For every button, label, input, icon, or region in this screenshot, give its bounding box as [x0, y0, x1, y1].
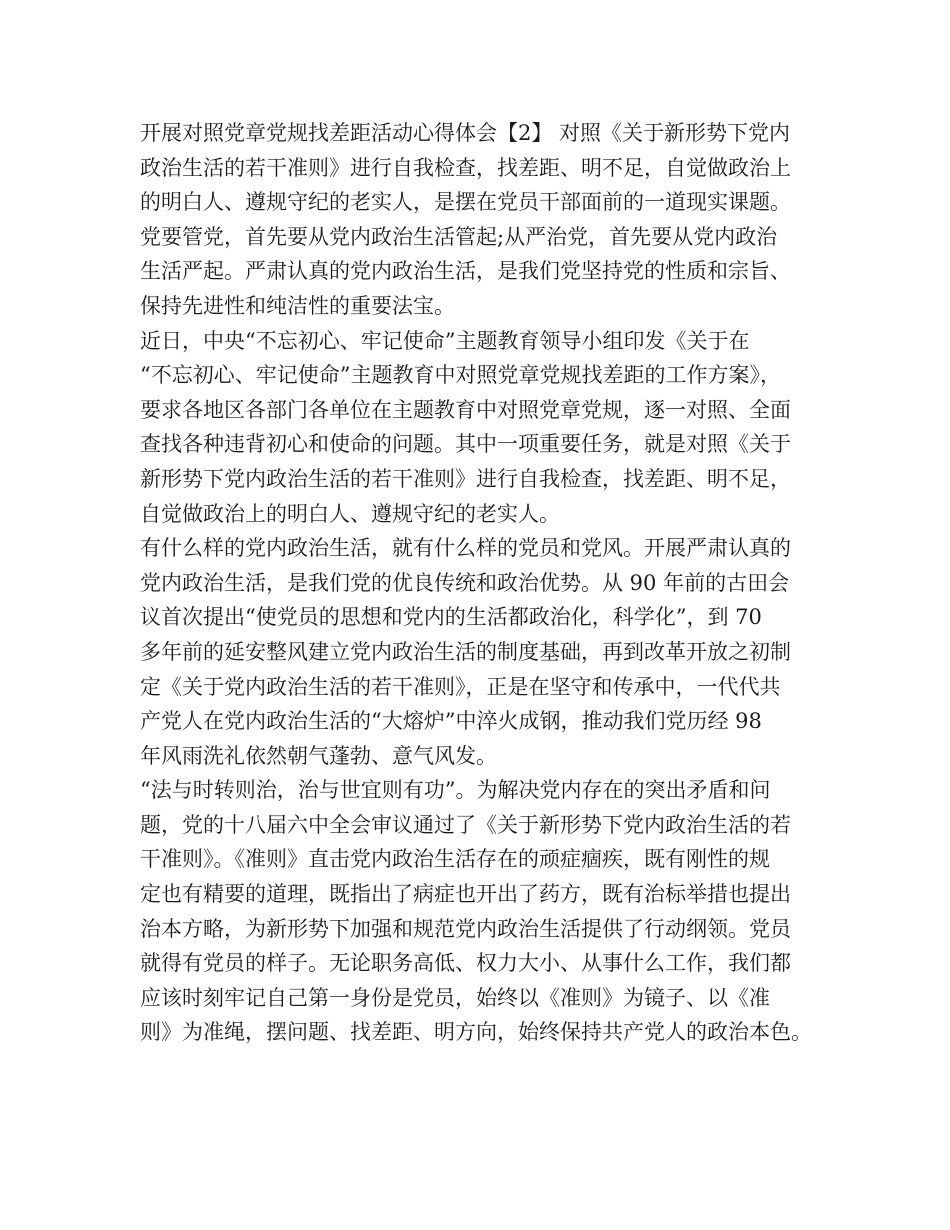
text-line: 议首次提出“使党员的思想和党内的生活都政治化，科学化”，到 70: [140, 605, 762, 630]
text-line: 新形势下党内政治生活的若干准则》进行自我检查，找差距、明不足，: [140, 466, 791, 491]
text-line: 定《关于党内政治生活的若干准则》，正是在坚守和传承中，一代代共: [140, 674, 781, 699]
text-line: 近日，中央“不忘初心、牢记使命”主题教育领导小组印发《关于在: [140, 328, 750, 353]
text-line: 治本方略，为新形势下加强和规范党内政治生活提供了行动纲领。党员: [140, 916, 791, 941]
text-line: 有什么样的党内政治生活，就有什么样的党员和党风。开展严肃认真的: [140, 536, 791, 561]
text-line: 题，党的十八届六中全会审议通过了《关于新形势下党内政治生活的若: [140, 812, 791, 837]
text-line: “不忘初心、牢记使命”主题教育中对照党章党规找差距的工作方案》，: [140, 363, 781, 388]
text-line: 定也有精要的道理，既指出了病症也开出了药方，既有治标举措也提出: [140, 882, 791, 907]
text-line: 政治生活的若干准则》进行自我检查，找差距、明不足，自觉做政治上: [140, 155, 791, 180]
text-line: 查找各种违背初心和使命的问题。其中一项重要任务，就是对照《关于: [140, 432, 791, 457]
text-line: 党内政治生活，是我们党的优良传统和政治优势。从 90 年前的古田会: [140, 570, 790, 595]
text-line: “法与时转则治，治与世宜则有功”。为解决党内存在的突出矛盾和问: [140, 778, 771, 803]
text-line: 的明白人、遵规守纪的老实人，是摆在党员干部面前的一道现实课题。: [140, 190, 791, 215]
text-line: 产党人在党内政治生活的“大熔炉”中淬火成钢，推动我们党历经 98: [140, 709, 762, 734]
text-line: 年风雨洗礼依然朝气蓬勃、意气风发。: [140, 743, 497, 768]
text-line: 党要管党，首先要从党内政治生活管起;从严治党，首先要从党内政治: [140, 224, 778, 249]
text-line: 保持先进性和纯洁性的重要法宝。: [140, 293, 455, 318]
paragraph-work-plan: [140, 324, 830, 532]
paragraph-norms: [140, 773, 830, 1050]
text-line: 干准则》。《准则》直击党内政治生活存在的顽症痼疾，既有刚性的规: [140, 847, 770, 872]
text-line: 则》为准绳，摆问题、找差距、明方向，始终保持共产党人的政治本色。: [140, 1020, 812, 1045]
text-line: 开展对照党章党规找差距活动心得体会【2】 对照《关于新形势下党内: [140, 121, 791, 145]
text-line: 生活严起。严肃认真的党内政治生活，是我们党坚持党的性质和宗旨、: [140, 259, 791, 284]
text-line: 多年前的延安整风建立党内政治生活的制度基础，再到改革开放之初制: [140, 639, 791, 664]
text-line: 自觉做政治上的明白人、遵规守纪的老实人。: [140, 501, 560, 526]
text-line: 应该时刻牢记自己第一身份是党员，始终以《准则》为镜子、以《准: [140, 985, 770, 1010]
paragraph-intro: [140, 116, 830, 324]
text-line: 要求各地区各部门各单位在主题教育中对照党章党规，逐一对照、全面: [140, 397, 791, 422]
text-line: 就得有党员的样子。无论职务高低、权力大小、从事什么工作，我们都: [140, 951, 791, 976]
document-body: [140, 116, 830, 1050]
paragraph-history: [140, 531, 830, 773]
